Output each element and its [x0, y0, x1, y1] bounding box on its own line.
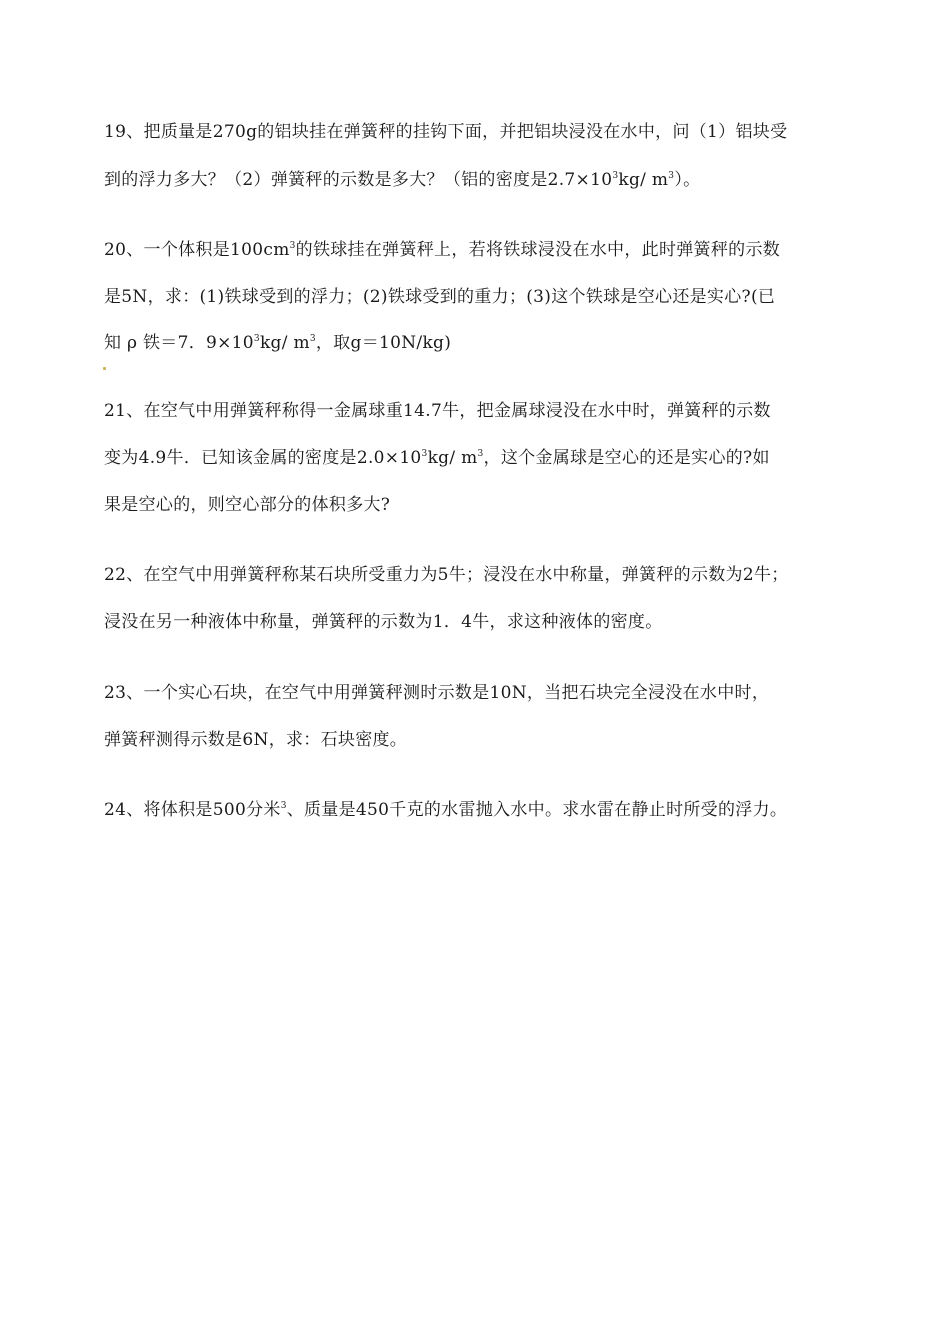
question-22-line-1: 22、在空气中用弹簧秤称某石块所受重力为5牛；浸没在水中称量，弹簧秤的示数为2牛； — [104, 565, 789, 585]
question-20-line-1: 20、一个体积是$100cm^3$的铁球挂在弹簧秤上，若将铁球浸没在水中，此时弹簧秤的示数 — [104, 240, 781, 260]
question-19-line-1: 19、把质量是270g的铝块挂在弹簧秤的挂钩下面，并把铝块浸没在水中，问（1）铝块受 — [104, 122, 788, 142]
question-19-line-2: 到的浮力多大？（2）弹簧秤的示数是多大？（铝的密度是$2.7\times 10^3kg/$ $m^3$）。 — [104, 170, 701, 190]
question-24-line-1: 24、将体积是500分米$^3$、质量是450千克的水雷抛入水中。求水雷在静止时所受的浮力。 — [104, 800, 788, 820]
question-21-line-2: 变为4.9牛．已知该金属的密度是$2.0\times 10^3kg/$ $m^3$，这个金属球是空心的还是实心的?如 — [104, 448, 770, 468]
question-21-line-1: 21、在空气中用弹簧秤称得一金属球重14.7牛，把金属球浸没在水中时，弹簧秤的示数 — [104, 401, 771, 421]
question-20-line-3: 知 ρ 铁＝7．$9\times 10^3kg/$ $m^3$，取g＝10N/kg) — [104, 333, 452, 353]
question-23-line-2: 弹簧秤测得示数是6N，求：石块密度。 — [104, 730, 408, 750]
question-21-line-3: 果是空心的，则空心部分的体积多大? — [104, 495, 391, 515]
question-22-line-2: 浸没在另一种液体中称量，弹簧秤的示数为1．4牛，求这种液体的密度。 — [104, 612, 663, 632]
question-23-line-1: 23、一个实心石块，在空气中用弹簧秤测时示数是10N，当把石块完全浸没在水中时， — [104, 683, 770, 703]
stray-mark — [103, 367, 106, 370]
question-20-line-2: 是5N，求：(1)铁球受到的浮力；(2)铁球受到的重力；(3)这个铁球是空心还是实心?(已 — [104, 287, 776, 307]
